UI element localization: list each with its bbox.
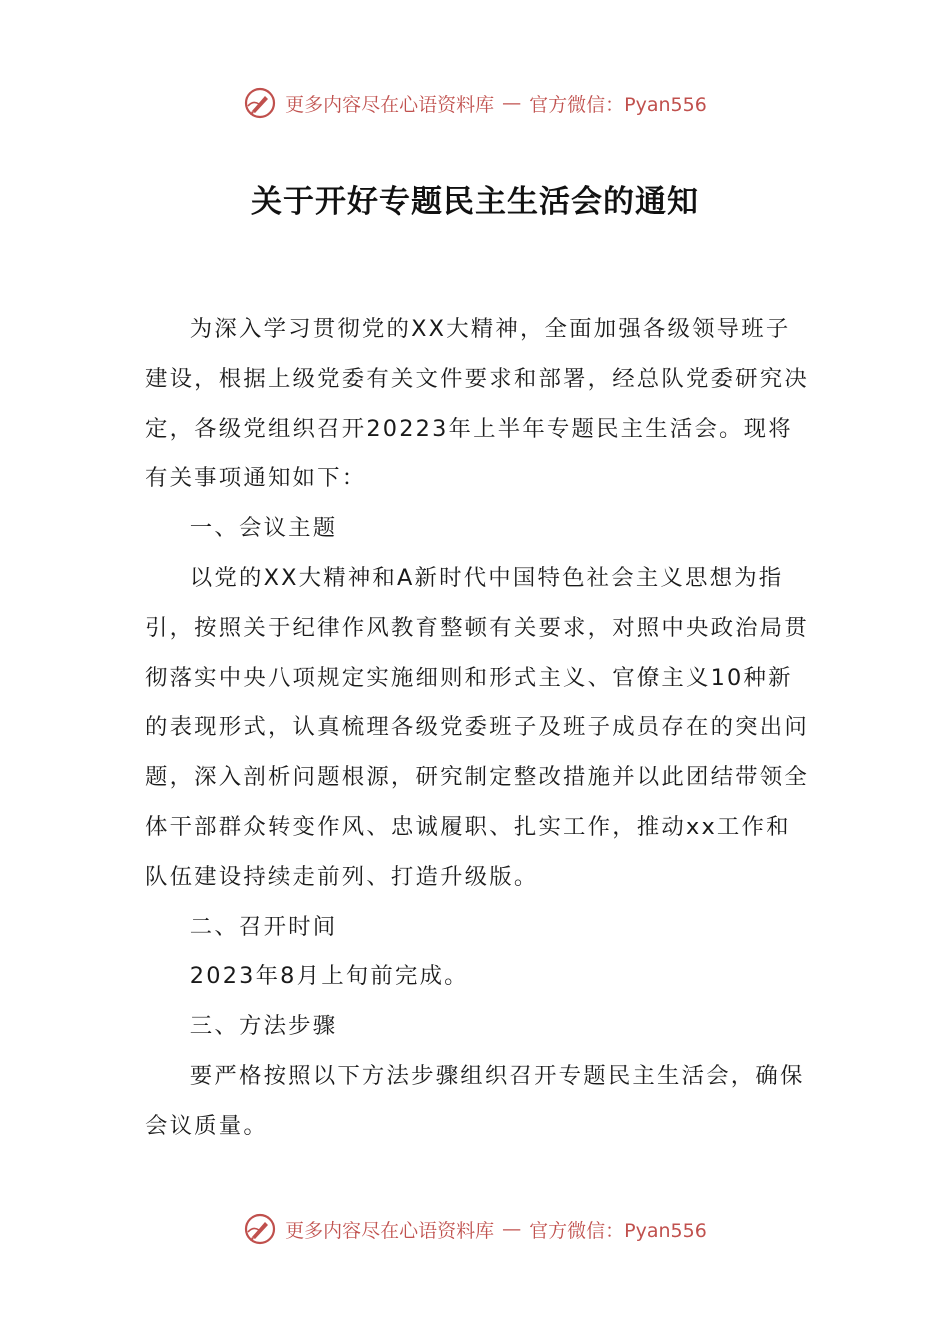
watermark-text: 更多内容尽在心语资料库 [285, 93, 495, 116]
watermark-separator: — [502, 1218, 522, 1240]
watermark-separator: — [502, 92, 522, 114]
watermark-contact: 官方微信：Pyan556 [529, 93, 707, 116]
intro-paragraph: 为深入学习贯彻党的XX大精神，全面加强各级领导班子建设，根据上级党委有关文件要求和部署，经总队党委研究决定，各级党组织召开20223年上半年专题民主生活会。现将有关事项通知如下： [145, 316, 809, 492]
watermark-contact: 官方微信：Pyan556 [529, 1219, 707, 1242]
pen-nib-logo-icon [243, 1212, 277, 1246]
header-watermark [0, 86, 950, 120]
section-heading-steps: 三、方法步骤 [189, 1013, 338, 1040]
section-heading-topic: 一、会议主题 [189, 515, 338, 542]
document-body [145, 305, 813, 1152]
watermark-text: 更多内容尽在心语资料库 [285, 1219, 495, 1242]
pen-nib-logo-icon [243, 86, 277, 120]
time-paragraph: 2023年8月上旬前完成。 [189, 963, 469, 990]
steps-paragraph: 要严格按照以下方法步骤组织召开专题民主生活会，确保会议质量。 [145, 1062, 805, 1139]
footer-watermark [0, 1212, 950, 1246]
topic-paragraph: 以党的XX大精神和A新时代中国特色社会主义思想为指引，按照关于纪律作风教育整顿有关要求，对照中央政治局贯彻落实中央八项规定实施细则和形式主义、官僚主义10种新的表现形式，认真梳理各级党委班子及班子成员存在的突出问题，深入剖析问题根源，研究制定整改措施并以此团结带领全体干部群众转变作风、忠诚履职、扎实工作，推动xx工作和队伍建设持续走前列、打造升级版。 [145, 564, 809, 890]
document-title: 关于开好专题民主生活会的通知 [251, 184, 699, 220]
section-heading-time: 二、召开时间 [189, 913, 338, 940]
